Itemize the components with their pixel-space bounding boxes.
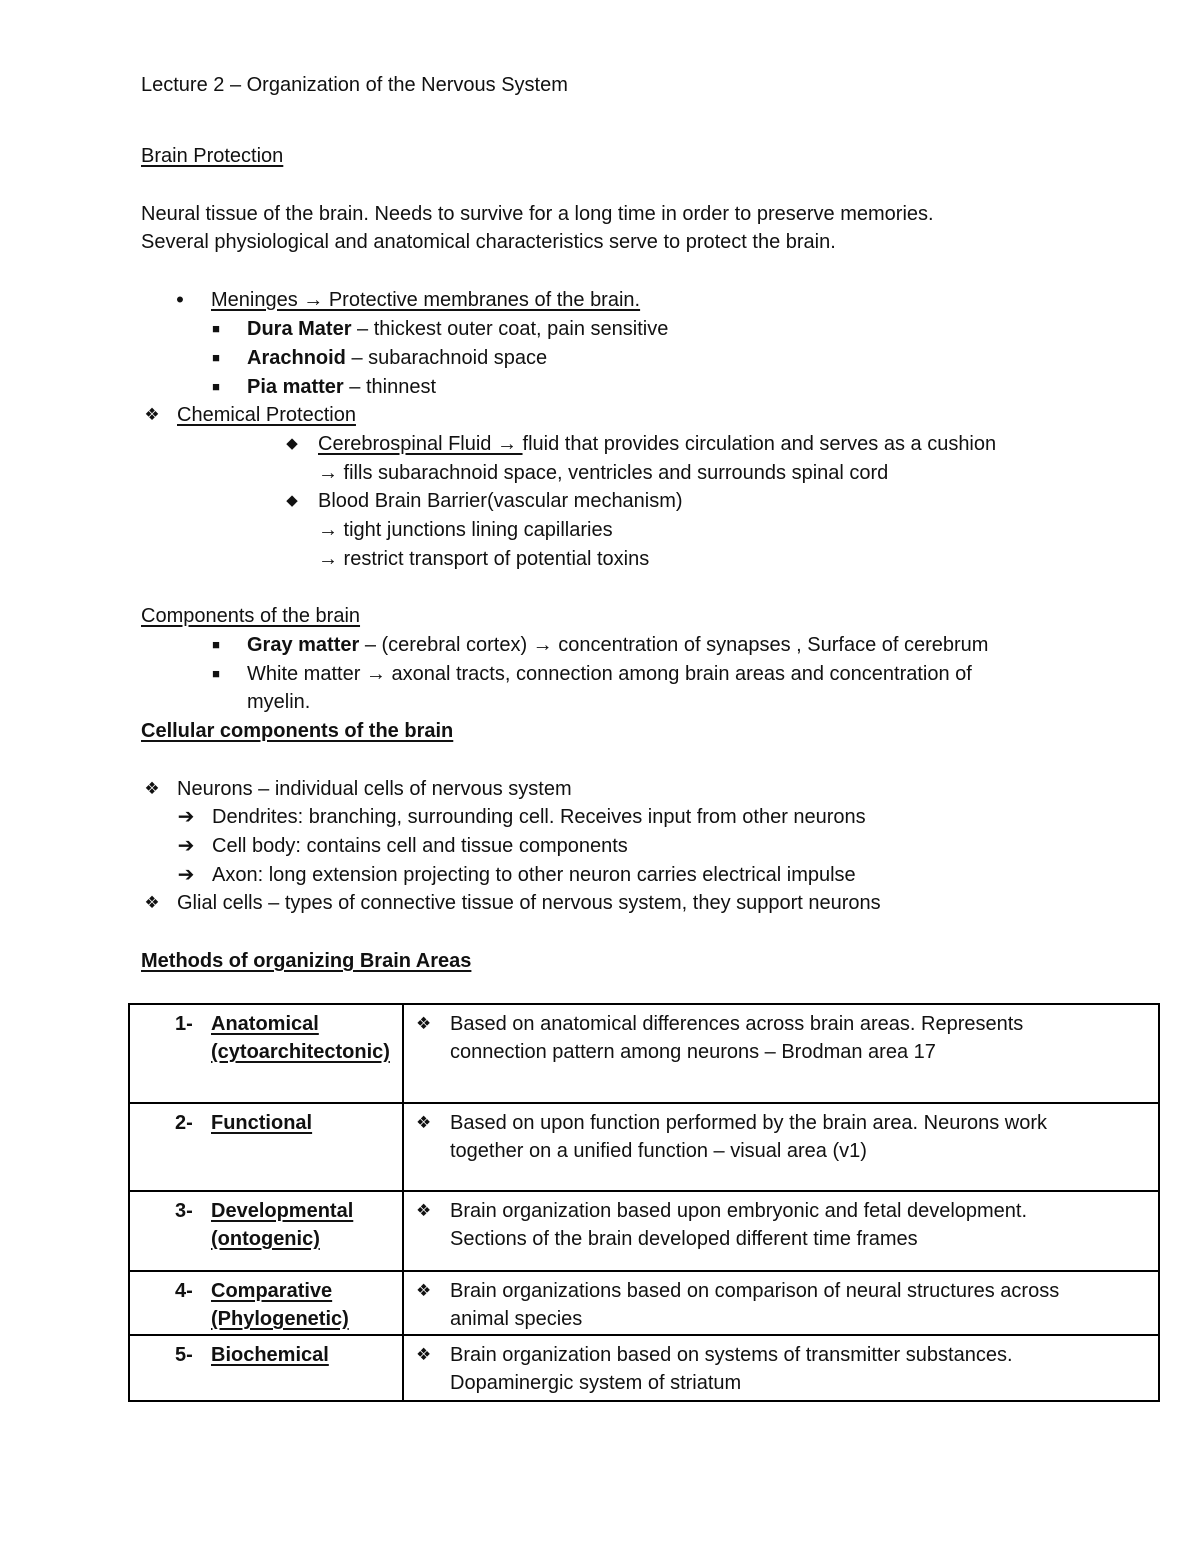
dura-mater-term: Dura Mater xyxy=(247,318,352,340)
method-desc-line: Based on anatomical differences across brain areas. Represents xyxy=(450,1013,1024,1035)
glial-cells-item: Glial cells – types of connective tissue of nervous system, they support neurons xyxy=(177,892,881,914)
page-title: Lecture 2 – Organization of the Nervous System xyxy=(141,74,568,96)
bullet-square-icon: ■ xyxy=(212,321,220,336)
method-label-line: Biochemical xyxy=(211,1344,329,1366)
clover-bullet-icon: ❖ xyxy=(144,779,160,798)
bbb-subline-1: → tight junctions lining capillaries xyxy=(318,519,613,541)
clover-bullet-icon: ❖ xyxy=(144,405,160,424)
method-label-cell xyxy=(129,1103,403,1191)
method-number: 5- xyxy=(175,1344,193,1366)
method-number: 1- xyxy=(175,1013,193,1035)
table-row xyxy=(129,1271,1159,1335)
method-label-line: Developmental xyxy=(211,1200,354,1222)
arrow-bullet-icon: ➔ xyxy=(177,806,195,828)
dura-mater-desc: – thickest outer coat, pain sensitive xyxy=(351,318,669,340)
csf-item xyxy=(318,432,996,456)
bullet-square-icon: ■ xyxy=(212,637,220,652)
method-label-cell xyxy=(129,1004,403,1103)
method-desc-line: Sections of the brain developed different time frames xyxy=(450,1228,918,1250)
method-number: 3- xyxy=(175,1200,193,1222)
neurons-item: Neurons – individual cells of nervous system xyxy=(177,778,572,800)
clover-bullet-icon: ❖ xyxy=(416,1281,432,1300)
gray-matter-desc: – (cerebral cortex) → concentration of synapses , Surface of cerebrum xyxy=(359,634,989,656)
chemical-protection-item: Chemical Protection xyxy=(177,404,356,426)
method-label-line: Functional xyxy=(211,1112,313,1134)
bullet-dot-icon: • xyxy=(176,287,184,312)
gray-matter-item xyxy=(247,633,988,657)
table-row xyxy=(129,1004,1159,1103)
diamond-bullet-icon: ◆ xyxy=(286,492,298,509)
method-desc-line: animal species xyxy=(450,1308,583,1330)
arrow-bullet-icon: ➔ xyxy=(177,835,195,857)
table-row xyxy=(129,1335,1159,1401)
method-desc-line: together on a unified function – visual area (v1) xyxy=(450,1140,867,1162)
method-label-cell xyxy=(129,1271,403,1335)
method-label-line: (cytoarchitectonic) xyxy=(211,1041,390,1063)
diamond-bullet-icon: ◆ xyxy=(286,435,298,452)
arrow-bullet-icon: ➔ xyxy=(177,864,195,886)
bbb-item: Blood Brain Barrier(vascular mechanism) xyxy=(318,490,683,512)
method-desc-cell xyxy=(403,1335,1159,1401)
clover-bullet-icon: ❖ xyxy=(416,1014,432,1033)
method-desc-line: Brain organization based upon embryonic and fetal development. xyxy=(450,1200,1028,1222)
method-number: 4- xyxy=(175,1280,193,1302)
white-matter-item-cont: myelin. xyxy=(247,691,311,713)
pia-matter-item xyxy=(247,375,436,399)
methods-heading: Methods of organizing Brain Areas xyxy=(141,950,472,972)
method-desc-line: Based on upon function performed by the brain area. Neurons work xyxy=(450,1112,1048,1134)
components-heading: Components of the brain xyxy=(141,605,361,627)
pia-matter-term: Pia matter xyxy=(247,376,344,398)
method-number: 2- xyxy=(175,1112,193,1134)
bbb-subline-2: → restrict transport of potential toxins xyxy=(318,548,650,570)
method-desc-cell xyxy=(403,1103,1159,1191)
bullet-square-icon: ■ xyxy=(212,350,220,365)
method-desc-line: Dopaminergic system of striatum xyxy=(450,1372,742,1394)
arachnoid-term: Arachnoid xyxy=(247,347,346,369)
method-desc-line: connection pattern among neurons – Brodman area 17 xyxy=(450,1041,936,1063)
bullet-square-icon: ■ xyxy=(212,379,220,394)
dendrites-item: Dendrites: branching, surrounding cell. Receives input from other neurons xyxy=(212,806,866,828)
bullet-square-icon: ■ xyxy=(212,666,220,681)
method-label-line: Anatomical xyxy=(211,1013,319,1035)
axon-item: Axon: long extension projecting to other neuron carries electrical impulse xyxy=(212,864,856,886)
intro-paragraph-line-2: Several physiological and anatomical characteristics serve to protect the brain. xyxy=(141,231,836,253)
dura-mater-item xyxy=(247,317,668,341)
table-row xyxy=(129,1191,1159,1271)
csf-desc: fluid that provides circulation and serves as a cushion xyxy=(522,433,997,455)
brain-protection-heading: Brain Protection xyxy=(141,145,284,167)
clover-bullet-icon: ❖ xyxy=(416,1201,432,1220)
method-label-line: (Phylogenetic) xyxy=(211,1308,349,1330)
method-desc-cell xyxy=(403,1191,1159,1271)
cell-body-item: Cell body: contains cell and tissue components xyxy=(212,835,628,857)
intro-paragraph-line-1: Neural tissue of the brain. Needs to survive for a long time in order to preserve memories. xyxy=(141,203,934,225)
method-label-cell xyxy=(129,1335,403,1401)
arachnoid-desc: – subarachnoid space xyxy=(345,347,548,369)
csf-subline: → fills subarachnoid space, ventricles and surrounds spinal cord xyxy=(318,462,889,484)
method-desc-line: Brain organization based on systems of transmitter substances. xyxy=(450,1344,1013,1366)
csf-term: Cerebrospinal Fluid → xyxy=(318,433,523,455)
method-label-line: Comparative xyxy=(211,1280,333,1302)
white-matter-item: White matter → axonal tracts, connection among brain areas and concentration of xyxy=(247,663,972,685)
meninges-item: Meninges → Protective membranes of the brain. xyxy=(211,289,641,311)
methods-table xyxy=(128,1003,1160,1402)
clover-bullet-icon: ❖ xyxy=(416,1345,432,1364)
method-desc-cell xyxy=(403,1271,1159,1335)
clover-bullet-icon: ❖ xyxy=(144,893,160,912)
arachnoid-item xyxy=(247,346,547,370)
method-label-line: (ontogenic) xyxy=(211,1228,320,1250)
table-row xyxy=(129,1103,1159,1191)
method-label-cell xyxy=(129,1191,403,1271)
cellular-heading: Cellular components of the brain xyxy=(141,720,454,742)
method-desc-cell xyxy=(403,1004,1159,1103)
clover-bullet-icon: ❖ xyxy=(416,1113,432,1132)
gray-matter-term: Gray matter xyxy=(247,634,360,656)
pia-matter-desc: – thinnest xyxy=(343,376,437,398)
method-desc-line: Brain organizations based on comparison of neural structures across xyxy=(450,1280,1060,1302)
